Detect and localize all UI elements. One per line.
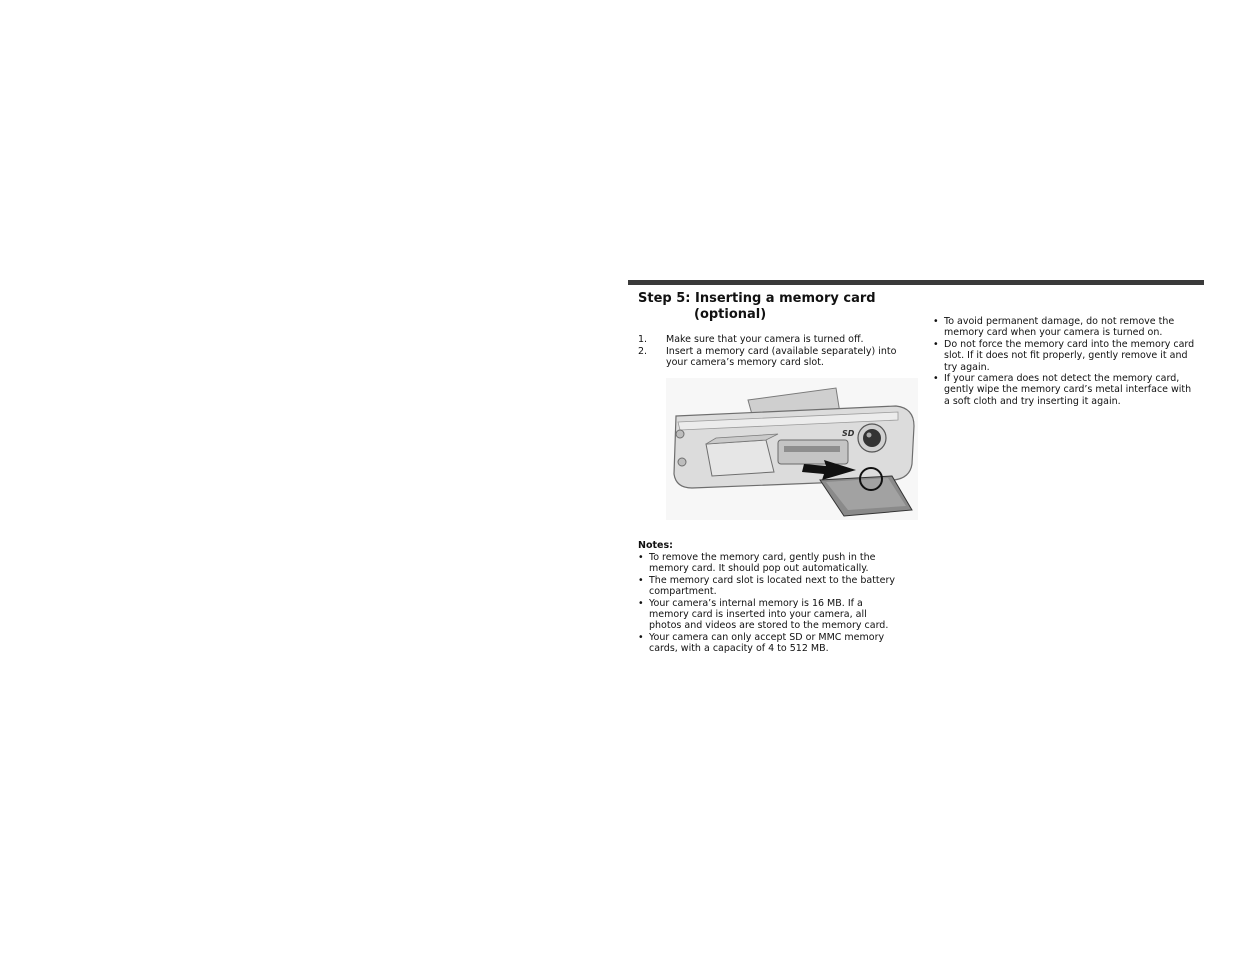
right-note-item: • If your camera does not detect the memory card, gently wipe the memory card’s metal interface with a soft cloth and try inserting it again. <box>933 373 1195 407</box>
note-item: • Your camera’s internal memory is 16 MB. If a memory card is inserted into your camera, all photos and videos are stored to the memory card. <box>638 598 900 632</box>
header-rule <box>628 280 1204 285</box>
right-note-item: • To avoid permanent damage, do not remove the memory card when your camera is turned on. <box>933 316 1195 339</box>
camera-memory-card-svg <box>666 378 918 520</box>
step-number: 1. <box>638 334 648 345</box>
step-text: Insert a memory card (available separately) into your camera’s memory card slot. <box>666 345 897 368</box>
note-item: • Your camera can only accept SD or MMC memory cards, with a capacity of 4 to 512 MB. <box>638 632 900 655</box>
section-title <box>638 291 928 323</box>
notes-heading: Notes: <box>638 540 673 551</box>
right-column-list <box>933 316 1195 407</box>
steps-list <box>638 334 908 369</box>
step-item <box>638 346 908 369</box>
camera-illustration <box>666 378 918 520</box>
step-text: Make sure that your camera is turned off. <box>666 334 864 345</box>
step-item <box>638 334 908 346</box>
notes-list <box>638 552 900 655</box>
sd-logo-text: SD <box>842 429 855 438</box>
step-number: 2. <box>638 345 648 357</box>
section-title-line1: Step 5: Inserting a memory card <box>638 291 876 306</box>
section-title-line2: (optional) <box>694 307 767 322</box>
right-note-item: • Do not force the memory card into the memory card slot. If it does not fit properly, gently remove it and try again. <box>933 339 1195 373</box>
note-item: • To remove the memory card, gently push in the memory card. It should pop out automatically. <box>638 552 900 575</box>
note-item: • The memory card slot is located next to the battery compartment. <box>638 575 900 598</box>
